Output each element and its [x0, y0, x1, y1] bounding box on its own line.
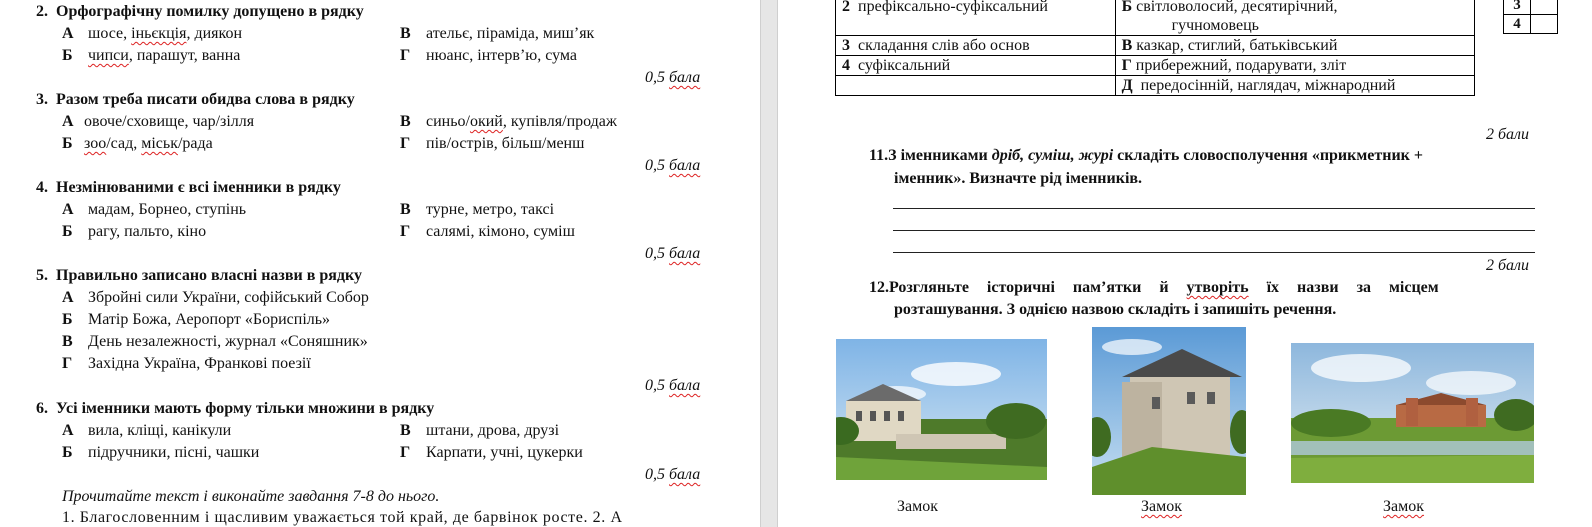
cell-text: прибережний, подарувати, зліт	[1135, 57, 1347, 74]
option-text: овоче/сховище, чар/зілля	[84, 113, 255, 130]
option-letter: Б	[62, 311, 73, 328]
option-b	[62, 310, 330, 330]
option-a	[62, 24, 242, 44]
score-value: 0,5	[645, 245, 669, 262]
option-v	[400, 112, 617, 132]
row-letter: Б	[1121, 0, 1133, 15]
score-label-q12: 2 бали	[1486, 257, 1530, 274]
question-12-line2: розташування. З однією назвою складіть і запишіть речення.	[894, 301, 1337, 318]
reading-text-start: 1. Благословенним і щасливим уважається той край, де барвінок росте. 2. А	[62, 509, 623, 526]
score-unit: бала	[669, 157, 701, 174]
option-text: шосе,	[88, 25, 132, 42]
option-letter: Г	[62, 355, 73, 372]
option-text: пів/острів, більш/менш	[426, 135, 585, 152]
option-text: /рада	[177, 135, 213, 152]
option-text: , купівля/продаж	[502, 113, 617, 130]
option-text: підручники, пісні, чашки	[88, 444, 260, 461]
option-a	[62, 421, 231, 441]
table-row	[836, 56, 1475, 76]
question-11-title	[869, 146, 1542, 166]
option-letter: В	[400, 25, 411, 42]
score-label	[645, 465, 700, 485]
option-letter: А	[62, 289, 74, 306]
question-6-title	[36, 399, 434, 419]
score-value: 0,5	[645, 377, 669, 394]
question-number: 2.	[36, 3, 48, 20]
score-label-q11: 2 бали	[1486, 126, 1530, 143]
option-letter: А	[62, 201, 74, 218]
photo-caption-3: Замок	[1383, 498, 1425, 515]
option-g	[400, 134, 584, 154]
answer-line[interactable]	[893, 252, 1535, 253]
option-text: Західна Україна, Франкові поезії	[88, 355, 311, 372]
question-words: дріб, суміш, журі	[991, 147, 1114, 164]
option-b	[62, 46, 240, 66]
score-label	[645, 244, 700, 264]
question-text: Правильно записано власні назви в рядку	[56, 267, 362, 284]
cell-text: префіксально-суфіксальний	[858, 0, 1048, 15]
option-b	[62, 134, 213, 154]
table-cell	[1115, 36, 1474, 56]
option-text: салямі, кімоно, суміш	[426, 223, 575, 240]
question-11-line2: іменник». Визначте рід іменників.	[894, 170, 1143, 187]
spellcheck-word: іньєкція	[131, 25, 187, 42]
option-v	[400, 200, 554, 220]
option-text: штани, дрова, друзі	[426, 422, 560, 439]
option-letter: В	[400, 422, 411, 439]
answer-line[interactable]	[893, 208, 1535, 209]
table-cell	[836, 0, 1116, 36]
answer-cell-label: 3	[1504, 0, 1531, 15]
question-text: Разом треба писати обидва слова в рядку	[56, 91, 355, 108]
option-g	[400, 46, 577, 66]
row-number: 2	[842, 0, 850, 15]
option-letter: А	[62, 25, 74, 42]
table-row	[836, 0, 1475, 36]
option-text: /сад,	[106, 135, 142, 152]
cell-text: передосінній, наглядач, міжнародний	[1140, 77, 1396, 94]
answer-cell[interactable]	[1531, 0, 1558, 15]
question-3-title	[36, 90, 355, 110]
option-text: нюанс, інтерв’ю, сума	[426, 47, 578, 64]
row-letter: Г	[1121, 57, 1132, 74]
option-letter: В	[62, 333, 73, 350]
option-letter: Г	[400, 135, 411, 152]
option-v	[62, 332, 368, 352]
table-cell	[1115, 0, 1474, 36]
score-unit: бала	[669, 377, 701, 394]
question-number: 12.	[869, 279, 889, 296]
option-text: , парашут, ванна	[128, 47, 241, 64]
cell-text: світловолосий, десятирічний,	[1136, 0, 1338, 15]
option-text: , диякон	[186, 25, 243, 42]
option-b	[62, 222, 206, 242]
page-gutter	[760, 0, 778, 527]
table-cell	[836, 76, 1116, 96]
question-number: 11.	[869, 147, 889, 164]
cell-text: складання слів або основ	[858, 37, 1030, 54]
option-letter: А	[62, 422, 74, 439]
spellcheck-word: утворіть	[1186, 279, 1249, 296]
score-value: 0,5	[645, 157, 669, 174]
option-text: ательє, піраміда, миш’як	[426, 25, 595, 42]
left-page	[0, 0, 760, 527]
option-text: Матір Божа, Аеропорт «Бориспіль»	[88, 311, 331, 328]
spellcheck-word: чипси	[88, 47, 129, 64]
option-letter: Б	[62, 444, 73, 461]
reading-instruction: Прочитайте текст і виконайте завдання 7-8 до нього.	[62, 488, 440, 505]
row-letter: Д	[1121, 77, 1133, 94]
option-letter: Г	[400, 223, 411, 240]
question-5-title	[36, 266, 362, 286]
matching-table	[835, 0, 1475, 96]
answer-cell-label: 4	[1504, 15, 1531, 34]
cell-text: казкар, стиглий, батьківський	[1136, 37, 1338, 54]
question-text: Усі іменники мають форму тільки множини в рядку	[56, 400, 435, 417]
table-cell	[836, 36, 1116, 56]
option-text: Карпати, учні, цукерки	[426, 444, 583, 461]
score-unit: бала	[669, 245, 701, 262]
question-text: Розгляньте історичні пам’ятки й	[889, 279, 1187, 296]
score-unit: бала	[669, 69, 701, 86]
answer-grid	[1503, 0, 1558, 34]
photo-caption-2: Замок	[1141, 498, 1183, 515]
castle-photo-1	[836, 339, 1047, 480]
question-number: 5.	[36, 267, 48, 284]
spellcheck-word: міськ	[141, 135, 178, 152]
question-2-title	[36, 2, 364, 22]
option-letter: Г	[400, 444, 411, 461]
question-text: З іменниками	[888, 147, 992, 164]
option-letter: В	[400, 201, 411, 218]
castle-photo-2	[1092, 327, 1246, 495]
option-a	[62, 288, 369, 308]
row-letter: В	[1121, 37, 1133, 54]
spellcheck-word: окий	[469, 113, 503, 130]
question-12-title	[869, 278, 1439, 298]
option-letter: А	[62, 113, 74, 130]
question-text: Незмінюваними є всі іменники в рядку	[56, 179, 341, 196]
question-number: 6.	[36, 400, 48, 417]
option-v	[400, 421, 559, 441]
option-g	[62, 354, 311, 374]
question-text: їх назви за місцем	[1248, 279, 1439, 296]
row-number: 3	[842, 37, 850, 54]
score-unit: бала	[669, 466, 701, 483]
question-number: 3.	[36, 91, 48, 108]
right-page	[778, 0, 1592, 527]
option-g	[400, 443, 583, 463]
answer-cell[interactable]	[1531, 15, 1558, 34]
castle-photo-3	[1291, 343, 1534, 483]
option-letter: В	[400, 113, 411, 130]
option-a	[62, 200, 246, 220]
answer-line[interactable]	[893, 230, 1535, 231]
score-label	[645, 156, 700, 176]
spellcheck-word: зоо	[84, 135, 107, 152]
table-cell	[1115, 76, 1474, 96]
option-letter: Б	[62, 223, 73, 240]
score-value: 0,5	[645, 69, 669, 86]
option-text: вила, кліщі, канікули	[88, 422, 232, 439]
option-a	[62, 112, 254, 132]
row-number: 4	[842, 57, 850, 74]
table-row	[836, 36, 1475, 56]
option-text: рагу, пальто, кіно	[88, 223, 207, 240]
option-text: синьо/	[426, 113, 470, 130]
option-b	[62, 443, 259, 463]
option-letter: Б	[62, 47, 73, 64]
option-text: мадам, Борнео, ступінь	[88, 201, 247, 218]
table-cell	[1115, 56, 1474, 76]
option-g	[400, 222, 575, 242]
photo-caption-1: Замок	[897, 498, 939, 515]
table-row	[836, 76, 1475, 96]
question-4-title	[36, 178, 341, 198]
table-cell	[836, 56, 1116, 76]
score-label	[645, 376, 700, 396]
option-letter: Г	[400, 47, 411, 64]
cell-text: суфіксальний	[858, 57, 951, 74]
score-label	[645, 68, 700, 88]
option-text: турне, метро, таксі	[426, 201, 555, 218]
option-text: Збройні сили України, софійський Собор	[88, 289, 369, 306]
score-value: 0,5	[645, 466, 669, 483]
option-v	[400, 24, 594, 44]
question-text: Орфографічну помилку допущено в рядку	[56, 3, 364, 20]
option-text: День незалежності, журнал «Соняшник»	[88, 333, 368, 350]
question-number: 4.	[36, 179, 48, 196]
option-letter: Б	[62, 135, 73, 152]
question-text: складіть словосполучення «прикметник +	[1113, 147, 1423, 164]
cell-text: гучномовець	[1171, 17, 1259, 34]
